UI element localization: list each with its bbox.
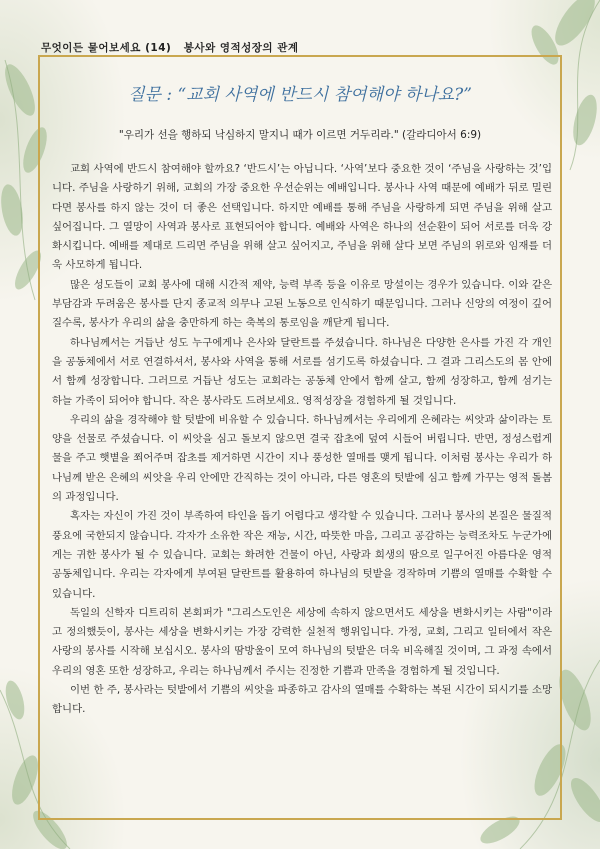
scripture-verse: "우리가 선을 행하되 낙심하지 말지니 때가 이르면 거두리라." (갈라디아서 6:9): [118, 129, 482, 141]
paragraph: 독일의 신학자 디트리히 본회퍼가 "그리스도인은 세상에 속하지 않으면서도 세상을 변화시키는 사람"이라고 정의했듯이, 봉사는 세상을 변화시키는 가장 강력한 실천적 행위입니다. 가정, 교회, 그리고 일터에서 작은 사랑의 봉사를 시작해 보십시오. 봉사의 땀방울이 모여 하나님의 텃밭은 더욱 비옥해질 것이며, 그 과정 속에서 우리의 영혼 또한 성장하고, 우리는 하나님께서 주시는 진정한 기쁨과 만족을 경험하게 될 것입니다.: [52, 606, 552, 677]
series-label: 무엇이든 물어보세요 (14): [41, 42, 172, 54]
paragraph: 이번 한 주, 봉사라는 텃밭에서 기쁨의 씨앗을 파종하고 감사의 열매를 수확하는 복된 시간이 되시기를 소망합니다.: [52, 684, 552, 716]
question-title: 질문 : “교회 사역에 반드시 참여해야 하나요?”: [128, 85, 472, 105]
paragraph: 교회 사역에 반드시 참여해야 할까요? ‘반드시’는 아닙니다. ‘사역’보다 중요한 것이 ‘주님을 사랑하는 것’입니다. 주님을 사랑하기 위해, 교회의 가장 중요한 우선순위는 예배입니다. 봉사나 사역 때문에 예배가 뒤로 밀린다면 봉사를 하지 않는 것이 더 좋은 선택입니다. 하지만 예배를 통해 주님을 사랑하게 되면 주님을 위해 살고 싶어집니다. 그 열망이 사역과 봉사로 표현되어야 합니다. 예배와 사역은 하나의 선순환이 되어 서로를 더욱 강화시킵니다. 예배를 제대로 드리면 주님을 위해 살고 싶어지고, 주님을 위해 살다 보면 주님의 위로와 임재를 더욱 사모하게 됩니다.: [52, 163, 552, 272]
paragraph: 하나님께서는 거듭난 성도 누구에게나 은사와 달란트를 주셨습니다. 하나님은 다양한 은사를 가진 각 개인을 공동체에서 서로 연결하셔서, 봉사와 사역을 통해 서로를 섬기도록 하셨습니다. 그 결과 그리스도의 몸 안에서 함께 성장합니다. 그러므로 거듭난 성도는 교회라는 공동체 안에서 함께 살고, 함께 성장하고, 함께 섬기는 하늘 가족이 되어야 합니다. 작은 봉사라도 드려보세요. 영적성장을 경험하게 될 것입니다.: [52, 336, 552, 407]
article-body: [52, 160, 552, 720]
paragraph: 우리의 삶을 경작해야 할 텃밭에 비유할 수 있습니다. 하나님께서는 우리에게 은혜라는 씨앗과 삶이라는 토양을 선물로 주셨습니다. 이 씨앗을 심고 돌보지 않으면 결국 잡초에 덮여 시들어 버립니다. 반면, 정성스럽게 물을 주고 햇볕을 쬐어주며 잡초를 제거하면 시간이 지나 풍성한 열매를 맺게 됩니다. 이처럼 봉사는 우리가 하나님께 받은 은혜의 씨앗을 우리 안에만 간직하는 것이 아니라, 다른 영혼의 텃밭에 심고 함께 가꾸는 영적 돌봄의 과정입니다.: [52, 413, 552, 504]
paragraph: 많은 성도들이 교회 봉사에 대해 시간적 제약, 능력 부족 등을 이유로 망설이는 경우가 있습니다. 이와 같은 부담감과 두려움은 봉사를 단지 종교적 의무나 고된 노동으로 인식하기 때문입니다. 그러나 신앙의 여정이 깊어질수록, 봉사가 우리의 삶을 충만하게 하는 축복의 통로임을 깨닫게 됩니다.: [52, 278, 552, 330]
series-subtitle: 봉사와 영적성장의 관계: [183, 42, 299, 54]
paragraph: 혹자는 자신이 가진 것이 부족하여 타인을 돕기 어렵다고 생각할 수 있습니다. 그러나 봉사의 본질은 물질적 풍요에 국한되지 않습니다. 각자가 소유한 작은 재능, 시간, 따뜻한 마음, 그리고 공감하는 능력조차도 누군가에게는 귀한 봉사가 될 수 있습니다. 교회는 화려한 건물이 아닌, 사랑과 희생의 땀으로 일구어진 아름다운 영적 공동체입니다. 우리는 각자에게 부여된 달란트를 활용하여 하나님의 텃밭을 경작하며 기쁨의 열매를 수확할 수 있습니다.: [52, 510, 552, 600]
document-header: [41, 40, 299, 55]
